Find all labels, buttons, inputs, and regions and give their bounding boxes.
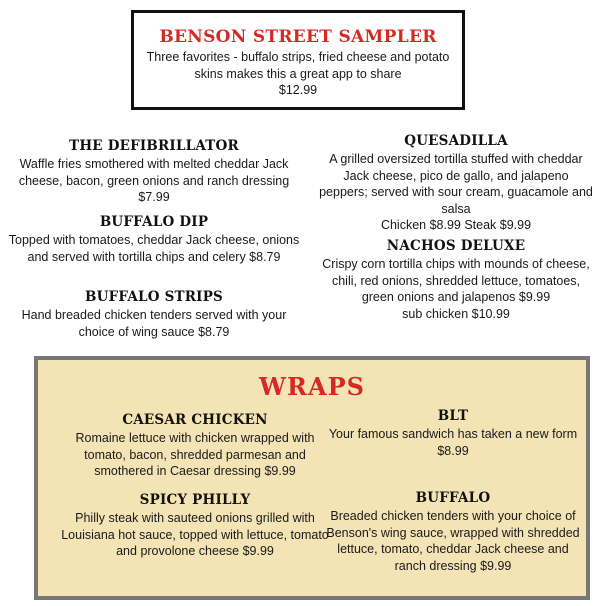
menu-item-price: Chicken $8.99 Steak $9.99 <box>380 218 532 232</box>
menu-item-description: Breaded chicken tenders with your choice of Benson's wing sauce, wrapped with shredded lettuce, tomato, cheddar Jack cheese and ranch dressing $9.99 <box>326 509 580 573</box>
menu-item-title: BUFFALO <box>415 490 491 506</box>
menu-item-nachos-deluxe <box>318 238 594 322</box>
menu-item-description: A grilled oversized tortilla stuffed with cheddar Jack cheese, pico de gallo, and jalapeno peppers; served with sour cream, guacamole and salsa <box>319 152 593 216</box>
featured-item-title: BENSON STREET SAMPLER <box>159 27 437 47</box>
menu-item-description: Your famous sandwich has taken a new form $8.99 <box>328 427 578 458</box>
menu-item-quesadilla <box>318 133 594 234</box>
menu-item-description: Philly steak with sauteed onions grilled with Louisiana hot sauce, topped with lettuce, tomato and provolone cheese $9.99 <box>61 511 329 558</box>
wrap-item-spicy-philly <box>60 492 330 560</box>
wrap-item-buffalo <box>324 490 582 574</box>
featured-item-description: Three favorites - buffalo strips, fried cheese and potato skins makes this a great app to share <box>146 50 450 81</box>
menu-item-title: BUFFALO STRIPS <box>84 289 224 305</box>
menu-item-description: Hand breaded chicken tenders served with your choice of wing sauce $8.79 <box>21 308 287 339</box>
wraps-heading: WRAPS <box>259 372 365 401</box>
menu-item-buffalo-strips <box>8 289 300 340</box>
wrap-item-blt <box>328 408 578 459</box>
menu-item-buffalo-dip <box>8 214 300 265</box>
menu-item-title: BLT <box>437 408 469 424</box>
featured-item-price: $12.99 <box>278 83 318 97</box>
featured-item-box <box>131 10 465 110</box>
menu-item-description: Romaine lettuce with chicken wrapped with tomato, bacon, shredded parmesan and smothered in Caesar dressing $9.99 <box>75 431 315 478</box>
menu-item-title: THE DEFIBRILLATOR <box>69 138 239 154</box>
menu-item-title: QUESADILLA <box>404 133 508 149</box>
wraps-section <box>34 356 590 600</box>
menu-item-title: BUFFALO DIP <box>99 214 209 230</box>
menu-item-title: SPICY PHILLY <box>139 492 251 508</box>
menu-item-description: Topped with tomatoes, cheddar Jack cheese, onions and served with tortilla chips and celery $8.79 <box>8 233 300 264</box>
menu-item-price: sub chicken $10.99 <box>402 306 510 321</box>
menu-item-description: Waffle fries smothered with melted cheddar Jack cheese, bacon, green onions and ranch dressing $7.99 <box>18 157 290 204</box>
wrap-item-caesar-chicken <box>60 412 330 480</box>
menu-item-title: CAESAR CHICKEN <box>122 412 268 428</box>
menu-item-title: NACHOS DELUXE <box>386 238 526 254</box>
menu-item-defibrillator <box>8 138 300 206</box>
menu-item-description: Crispy corn tortilla chips with mounds of cheese, chili, red onions, shredded lettuce, tomatoes, green onions and jalapenos $9.99 <box>322 257 590 304</box>
